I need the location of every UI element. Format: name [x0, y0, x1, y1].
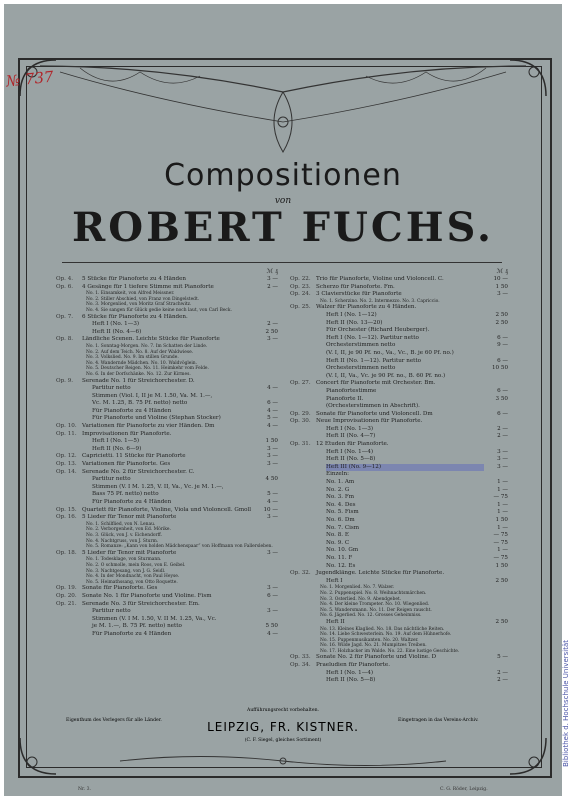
work-title: No. 14. Liebe Schwesterlein. No. 19. Auf dem Hühnerhofe. [320, 632, 452, 638]
catalog-entry [56, 431, 278, 439]
opus-number: Op. 20. [56, 592, 77, 599]
price: 3 — [267, 336, 278, 343]
opus-number: Op. 27. [290, 380, 311, 387]
catalog-number-stamp: № 737 [5, 67, 55, 91]
work-title: Bass 75 Pf. netto) netto [92, 491, 159, 498]
catalog-entry [290, 494, 508, 502]
work-title: No. 2. G [326, 486, 350, 493]
catalog-entry [290, 677, 508, 685]
work-title: No. 4. Der kleine Trompeter. No. 10. Wiegenlied. [320, 602, 430, 608]
work-title: Capricietti. 11 Stücke für Pianoforte [82, 453, 186, 460]
work-title: Serenade No. 2 für Streichorchester. C. [82, 468, 195, 475]
catalog-entry [290, 411, 508, 419]
catalog-entry [56, 321, 278, 329]
price: 1 — [497, 547, 508, 554]
work-title: Orchesterstimmen netto [326, 365, 396, 372]
opus-number: Op. 25. [290, 304, 311, 311]
work-title: Heft I (No. 1—12) [326, 311, 377, 318]
opus-number: Op. 14. [56, 468, 77, 475]
work-title: Scherzo für Pianoforte. Fm. [316, 283, 395, 290]
catalog-entry [290, 502, 508, 510]
work-title: Heft III (No. 9—12) [326, 464, 484, 472]
catalog-entry [290, 487, 508, 495]
opus-number: Op. 8. [56, 336, 74, 343]
work-title: Einzeln: [326, 471, 350, 478]
price: 3 — [267, 549, 278, 556]
work-title: Für Pianoforte zu 4 Händen [92, 630, 172, 637]
price: 2 — [497, 669, 508, 676]
price: 4 — [267, 407, 278, 414]
catalog-entry [56, 438, 278, 446]
price: 2 — [267, 283, 278, 290]
catalog-entry [290, 578, 508, 586]
work-title: Stimmen (V. I M. 1.25, V. II, Va., Vc. je M. 1.—, [92, 483, 224, 490]
catalog-entry [56, 550, 278, 558]
opus-number: Op. 15. [56, 506, 77, 513]
work-title: Neue Improvisationen für Pianoforte. [316, 418, 423, 425]
work-title: No. 5. Heimathssang, von Otto Roquette. [86, 579, 178, 585]
catalog-entry [290, 350, 508, 358]
work-title: Heft I (No. 1—4) [326, 669, 374, 676]
catalog-entry [290, 312, 508, 320]
work-title: No. 7. Cism [326, 524, 360, 531]
catalog-entry [290, 547, 508, 555]
work-title: No. 5. Romanze: „Kann von holden Mädchenspaar“ von Hoffmann von Fallersleben. [86, 544, 273, 550]
price: 6 — [497, 334, 508, 341]
catalog-entry [290, 517, 508, 525]
price: 1 50 [265, 438, 278, 445]
price: 2 50 [495, 618, 508, 625]
work-title: (V. I, II, Va., Vc. je 90 Pf. no., B. 60 Pf. no.) [326, 372, 446, 379]
work-title: Stimmen (Viol. I, II je M. 1.50, Va. M. 1.—, [92, 392, 213, 399]
catalog-entry [56, 623, 278, 631]
publisher-name: LEIPZIG, FR. KISTNER. [207, 720, 359, 734]
work-title: Für Pianoforte zu 4 Händen [92, 407, 172, 414]
title-von: von [274, 196, 292, 206]
work-title: Pianoforte II. [326, 395, 364, 402]
catalog-entry [56, 585, 278, 593]
work-title: Variationen für Pianoforte zu vier Händen. Dm [82, 423, 215, 430]
opus-number: Op. 12. [56, 453, 77, 460]
work-title: Heft II (No. 5—8) [326, 677, 376, 684]
opus-number: Op. 31. [290, 441, 311, 448]
catalog-entry [290, 464, 508, 472]
work-title: No. 1. Scherzino. No. 2. Intermezzo. No. 3. Capriccio. [320, 298, 440, 304]
catalog-entry [290, 403, 508, 411]
work-title: Quartett für Pianoforte, Violine, Viola und Violoncell. Gmoll [82, 506, 252, 513]
work-title: No. 3. Fm [326, 494, 355, 501]
catalog-entry [56, 446, 278, 454]
work-title: No. 1. Schilflied, von N. Lenau. [86, 521, 156, 527]
work-title: Heft II (No. 5—8) [326, 456, 376, 463]
work-title: Heft I (No. 1—3) [92, 321, 140, 328]
price: — 75 [493, 494, 508, 501]
column-head-right: ℳ ₰ [496, 268, 508, 275]
catalog-entry [56, 476, 278, 484]
opus-number: Op. 29. [290, 410, 311, 417]
work-title: 4 Gesänge für 1 tiefere Stimme mit Pianoforte [82, 283, 214, 290]
price: 4 — [267, 423, 278, 430]
price: — 75 [493, 554, 508, 561]
catalog-entry [290, 456, 508, 464]
work-title: je M. 1.—, B. 75 Pf. netto) netto [92, 623, 182, 630]
title-compositionen: Compositionen [164, 158, 402, 193]
work-title: Heft I [326, 577, 343, 584]
catalog-entry [290, 563, 508, 571]
composer-name: ROBERT FUCHS. [72, 204, 494, 251]
price: 4 — [267, 385, 278, 392]
catalog-entry [56, 469, 278, 477]
work-title: No. 6. Dm [326, 517, 355, 523]
work-title: Praeludien für Pianoforte. [316, 662, 390, 669]
work-title: 3 Clavierstücke für Pianoforte [316, 291, 402, 298]
library-stamp: Bibliothek d. Hochschule Universität [562, 640, 570, 767]
work-title: Stimmen (V. I M. 1.50, V. II M. 1.25, Va., Vc. [92, 615, 217, 622]
work-title: Heft I (No. 1—5) [92, 438, 140, 445]
catalog-entry [56, 385, 278, 393]
price: 3 — [267, 461, 278, 468]
work-title: No. 2. Stiller Abschied, von Franz von Dingelstedt. [86, 296, 200, 302]
divider-top [62, 262, 502, 263]
opus-number: Op. 16. [56, 514, 77, 521]
price: 9 — [497, 342, 508, 349]
catalog-entry [290, 365, 508, 373]
work-title: Concert für Pianoforte mit Orchester. Bm. [316, 380, 436, 387]
catalog-entry [290, 525, 508, 533]
work-title: Trio für Pianoforte, Violine und Violoncell. C. [316, 276, 444, 282]
price: 3 — [267, 514, 278, 521]
catalog-entry [290, 342, 508, 350]
work-title: Partitur netto [92, 476, 131, 483]
work-title: No. 1. Am [326, 479, 355, 486]
work-title: Improvisationen für Pianoforte. [82, 430, 172, 437]
work-title: Heft II (No. 4—6) [92, 328, 142, 335]
price: — 75 [493, 539, 508, 546]
catalog-entry [56, 514, 278, 522]
work-title: 6 Stücke für Pianoforte zu 4 Händen. [82, 313, 188, 320]
work-title: 5 Lieder für Tenor mit Pianoforte [82, 514, 177, 521]
catalog-entry [56, 507, 278, 515]
price: 1 — [497, 479, 508, 486]
work-title: Für Orchester (Richard Heuberger). [326, 327, 430, 334]
price: 3 — [497, 291, 508, 298]
work-title: Partitur netto [92, 385, 131, 392]
catalog-entry [56, 499, 278, 507]
price: 2 — [497, 677, 508, 684]
price: 6 — [267, 400, 278, 407]
price: 2 50 [495, 319, 508, 326]
work-title: No. 8. E [326, 532, 349, 539]
work-title: (V. I, II, je 90 Pf. no., Va., Vc., B. je 60 Pf. no.) [326, 349, 454, 356]
work-title: Heft I (No. 1—4) [326, 448, 374, 455]
catalog-entry [290, 670, 508, 678]
price: 6 — [497, 410, 508, 417]
opus-number: Op. 11. [56, 430, 77, 437]
price: 2 — [497, 425, 508, 432]
catalog-entry [56, 336, 278, 344]
work-title: Heft II (No. 6—9) [92, 445, 142, 452]
work-title: No. 13. Kleines Klaglied. No. 18. Das nächtliche Reiten. [320, 626, 445, 632]
catalog-list-right [290, 276, 508, 685]
catalog-entry [290, 449, 508, 457]
catalog-entry [290, 471, 508, 479]
work-title: Für Pianoforte und Violine (Stephan Stocker) [92, 415, 221, 422]
price: 6 — [497, 387, 508, 394]
work-title: No. 3. Volkslied. No. 9. Im stillen Grunde. [86, 355, 179, 361]
price: 10 — [493, 276, 508, 282]
work-title: No. 9. C [326, 539, 350, 546]
work-title: Für Pianoforte zu 4 Händen [92, 499, 172, 505]
catalog-entry [290, 291, 508, 299]
work-title: No. 3. Morgenlied, von Moritz Graf Strachwitz. [86, 302, 192, 308]
catalog-entry [290, 662, 508, 670]
price: 5 — [267, 415, 278, 422]
work-title: Partitur netto [92, 608, 131, 615]
plate-number: Nr. 3. [78, 787, 92, 792]
price: 10 — [263, 506, 278, 513]
price: 5 50 [265, 623, 278, 630]
opus-number: Op. 10. [56, 423, 77, 430]
catalog-entry [56, 284, 278, 292]
price: 2 50 [495, 311, 508, 318]
column-head-left: ℳ ₰ [266, 268, 278, 275]
work-title: No. 11. F [326, 554, 353, 561]
catalog-entry [56, 484, 278, 492]
work-title: No. 15. Puppenmusikanten. No. 20. Waltzer. [320, 637, 419, 643]
price: 2 50 [265, 328, 278, 335]
price: 3 — [267, 276, 278, 282]
price: 4 50 [265, 476, 278, 483]
catalog-entry [56, 378, 278, 386]
work-title: Variationen für Pianoforte. Ges [82, 461, 171, 468]
price: 1 — [497, 486, 508, 493]
price: 4 — [267, 499, 278, 505]
work-title: No. 2. Verborgenheit, von Ed. Mörike. [86, 527, 171, 533]
price: — 75 [493, 532, 508, 539]
catalog-entry [290, 327, 508, 335]
catalog-entry [56, 276, 278, 284]
catalog-entry [56, 461, 278, 469]
catalog-entry [290, 358, 508, 366]
work-title: Orchesterstimmen netto [326, 342, 396, 349]
catalog-entry [290, 304, 508, 312]
work-title: No. 5. Deutscher Reigen. No. 11. Heimkehr vom Felde. [86, 366, 209, 372]
price: 5 — [267, 491, 278, 498]
catalog-entry [56, 491, 278, 499]
price: 4 — [267, 630, 278, 637]
catalog-entry [56, 631, 278, 639]
opus-number: Op. 4. [56, 276, 74, 282]
price: 3 — [267, 453, 278, 460]
catalog-entry [56, 423, 278, 431]
work-title: (Orchesterstimmen in Abschrift). [326, 403, 420, 410]
catalog-entry [290, 373, 508, 381]
work-title: No. 1. Todesklage, von Sturmann. [86, 557, 162, 563]
work-title: No. 4. Des [326, 501, 356, 508]
corner-ornament-tr-icon [508, 58, 548, 98]
work-title: 5 Lieder für Tenor mit Pianoforte [82, 549, 177, 556]
opus-number: Op. 34. [290, 662, 311, 669]
work-title: Sonate für Pianoforte. Ges [82, 585, 158, 592]
work-title: No. 3. Glück, von J. v. Eichendorff. [86, 532, 162, 538]
opus-number: Op. 7. [56, 313, 74, 320]
catalog-entry [290, 555, 508, 563]
work-title: Sonate No. 2 für Pianoforte und Violine. D [316, 654, 437, 661]
work-title: Pianofortestimme [326, 387, 377, 394]
opus-number: Op. 24. [290, 291, 311, 298]
opus-number: Op. 6. [56, 283, 74, 290]
work-title: No. 1. Sonntag-Morgen. No. 7. Im Schatten der Linde. [86, 343, 208, 349]
opus-number: Op. 13. [56, 461, 77, 468]
price: 1 — [497, 501, 508, 508]
opus-number: Op. 30. [290, 418, 311, 425]
catalog-entry [290, 388, 508, 396]
work-title: No. 6. In der Dorfschänke. No. 12. Zur Kirmes. [86, 371, 191, 377]
catalog-entry [290, 380, 508, 388]
catalog-column-left [56, 268, 278, 638]
work-title: Walzer für Pianoforte zu 4 Händen. [316, 304, 417, 311]
catalog-entry [290, 654, 508, 662]
work-title: No. 4. In der Mondnacht, von Paul Heyse. [86, 574, 180, 580]
price: 3 — [497, 456, 508, 463]
work-title: No. 6. Jägerlied. No. 12. Grosses Geheimniss. [320, 613, 422, 619]
work-title: Ländliche Scenen. Leichte Stücke für Pianoforte [82, 336, 220, 343]
work-title: No. 4. Sie sangen für Glück gedie keine noch laut, von Carl Beck. [86, 307, 232, 313]
work-title: Sonate No. 1 für Pianoforte und Violine. Fism [82, 592, 212, 599]
catalog-entry [56, 608, 278, 616]
work-title: No. 2. O schmolle, mein Roos, von E. Geibel. [86, 562, 186, 568]
publisher-rights-note: Eigenthum des Verlegers für alle Länder. [66, 718, 162, 723]
work-title: 5 Stücke für Pianoforte zu 4 Händen [82, 276, 187, 282]
price: 3 — [497, 448, 508, 455]
price: 6 — [497, 357, 508, 364]
catalog-entry [56, 453, 278, 461]
work-title: Heft II (No. 13—20) [326, 319, 383, 326]
work-title: Heft II (No. 4—7) [326, 433, 376, 440]
work-title: No. 5. Fism [326, 509, 359, 516]
work-title: No. 10. Gm [326, 547, 359, 554]
work-title: No. 4. Nachtgruss, von J. Sturm. [86, 538, 159, 544]
price: 3 — [267, 445, 278, 452]
work-title: 12 Etuden für Pianoforte. [316, 441, 389, 448]
price: 10 50 [491, 365, 508, 372]
price: 1 — [497, 509, 508, 516]
work-title: No. 1. Morgenlied. No. 7. Walzer. [320, 585, 395, 591]
catalog-entry [290, 426, 508, 434]
work-title: Sonate für Pianoforte und Violoncell. Dm [316, 410, 433, 417]
catalog-entry [56, 593, 278, 601]
work-title: No. 2. Auf dem Teich. No. 8. Auf der Waldwiese. [86, 349, 194, 355]
work-title: No. 2. Puppenspiel. No. 8. Weihnachtsmärchen. [320, 590, 427, 596]
work-title: Jugendklänge. Leichte Stücke für Pianoforte. [316, 570, 445, 577]
work-title: No. 4. Wandernde Mädchen. No. 10. Waldvöglein. [86, 360, 198, 366]
catalog-list-left [56, 276, 278, 638]
work-title: Heft I (No. 1—3) [326, 425, 374, 432]
publisher-agent: (C. F. Siegel, gleiches Sortiment) [244, 738, 322, 743]
catalog-entry [290, 540, 508, 548]
performance-rights-note: Aufführungsrecht vorbehalten. [247, 708, 319, 713]
catalog-entry [56, 314, 278, 322]
work-title: No. 12. Es [326, 562, 356, 569]
work-title: Heft I (No. 1—12). Partitur netto [326, 334, 419, 341]
price: 3 50 [495, 395, 508, 402]
price: 5 — [497, 654, 508, 661]
catalog-entry [290, 479, 508, 487]
price: 2 50 [495, 577, 508, 584]
price: 3 — [497, 463, 508, 470]
work-title: Heft II [326, 618, 345, 625]
price: 1 50 [495, 517, 508, 523]
price: 1 50 [495, 562, 508, 569]
opus-number: Op. 18. [56, 549, 77, 556]
ornament-bottom-icon [120, 752, 446, 770]
catalog-entry [290, 509, 508, 517]
price: 2 — [267, 321, 278, 328]
opus-number: Op. 23. [290, 283, 311, 290]
work-title: Vc. M. 1.25, B. 75 Pf. netto) netto [92, 400, 188, 407]
work-title: No. 1. Einsamkeit, von Alfred Meissner. [86, 291, 175, 297]
price: 3 — [267, 585, 278, 592]
printer-credit: C. G. Röder, Leipzig. [440, 787, 488, 792]
opus-number: Op. 9. [56, 377, 74, 384]
catalog-entry [56, 400, 278, 408]
price: 6 — [267, 592, 278, 599]
work-title: Serenade No. 3 für Streichorchester. Em. [82, 600, 200, 607]
archive-note: Eingetragen in das Vereins-Archiv. [398, 718, 479, 723]
opus-number: Op. 19. [56, 585, 77, 592]
catalog-entry [290, 619, 508, 627]
catalog-entry [290, 396, 508, 404]
price: 2 — [497, 433, 508, 440]
opus-number: Op. 21. [56, 600, 77, 607]
ornament-top-icon [40, 62, 526, 158]
catalog-entry [56, 329, 278, 337]
catalog-entry [290, 570, 508, 578]
opus-number: Op. 32. [290, 570, 311, 577]
work-title: No. 16. Wilde Jagd. No. 21. Mumpitzes Treiben. [320, 643, 427, 649]
work-title: No. 3. Nachtgesang, von J. G. Seidl. [86, 568, 166, 574]
work-title: Heft II (No. 1—12). Partitur netto [326, 357, 422, 364]
opus-number: Op. 22. [290, 276, 311, 282]
catalog-entry [56, 415, 278, 423]
work-title: No. 5. Wandersmann. No. 11. Der Reigen rauscht. [320, 607, 432, 613]
catalog-entry [290, 276, 508, 284]
price: 1 50 [495, 283, 508, 290]
catalog-entry [290, 433, 508, 441]
catalog-entry [290, 532, 508, 540]
catalog-entry [290, 418, 508, 426]
catalog-entry [290, 441, 508, 449]
price: 1 — [497, 524, 508, 531]
price: 3 — [267, 608, 278, 615]
catalog-entry [290, 335, 508, 343]
work-title: Serenade No. 1 für Streichorchester. D. [82, 377, 195, 384]
opus-number: Op. 33. [290, 654, 311, 661]
work-title: No. 17. Holzhacker im Walde. No. 22. Eine lustige Geschichte. [320, 648, 460, 654]
catalog-entry [56, 601, 278, 609]
work-title: No. 3. Osterlied. No. 9. Abendgebet. [320, 596, 402, 602]
catalog-entry [290, 284, 508, 292]
catalog-column-right [290, 268, 508, 685]
